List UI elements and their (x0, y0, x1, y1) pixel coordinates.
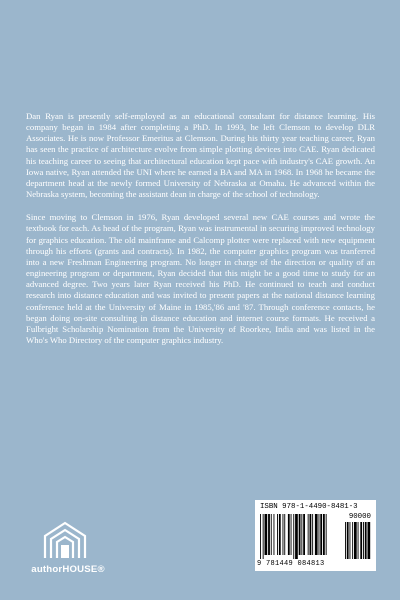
isbn-number: ISBN 978-1-4490-8481-3 (260, 503, 358, 511)
bio-paragraph: Dan Ryan is presently self-employed as an educational consultant for distance learning. His company began in 1984 after completing a PhD. In 1993, he left Clemson to develop DLR Associates. He is now Professor Emeritus at Clemson. During his thirty year teaching career, Ryan has seen the practice of architecture evolve from simple plotting devices into CAE. Ryan dedicated his teaching career to seeing that architectural education kept pace with industry's CAE growth. An Iowa native, Ryan attended the UNI where he earned a BA and MA in 1968. In 1968 he became the department head at the newly formed University of Nebraska at Omaha. He advanced within the Nebraska system, becoming the assistant dean in charge of the school of technology. (26, 111, 375, 200)
ean-digits: 9 781449 084813 (257, 560, 325, 568)
publisher-logo (28, 520, 106, 580)
publisher-name: authorHOUSE® (31, 564, 105, 575)
authorhouse-logo-icon (42, 520, 88, 560)
isbn-barcode (255, 500, 376, 571)
author-biography (26, 111, 375, 358)
barcode-bars (260, 514, 372, 559)
price-code: 90000 (348, 513, 371, 521)
bio-paragraph: Since moving to Clemson in 1976, Ryan developed several new CAE courses and wrote the textbook for each. As head of the program, Ryan was instrumental in securing improved technology for graphics education. The old mainframe and Calcomp plotter were replaced with new equipment through his efforts (grants and contracts). In 1982, the computer graphics program was tranferred into a new Freshman Engineering program. No longer in charge of the direction or quality of an engineering program or department, Ryan decided that this might be a good time to study for an advanced degree. Two years later Ryan received his PhD. He continued to teach and conduct research into distance education and was invited to present papers at the national distance learning conference held at the University of Maine in 1985,'86 and '87. Through conference contacts, he began doing on-site consulting in distance education and internet course formats. He received a Fulbright Scholarship Nomination from the University of Roorkee, India and was listed in the Who's Who Directory of the computer graphics industry. (26, 212, 375, 345)
